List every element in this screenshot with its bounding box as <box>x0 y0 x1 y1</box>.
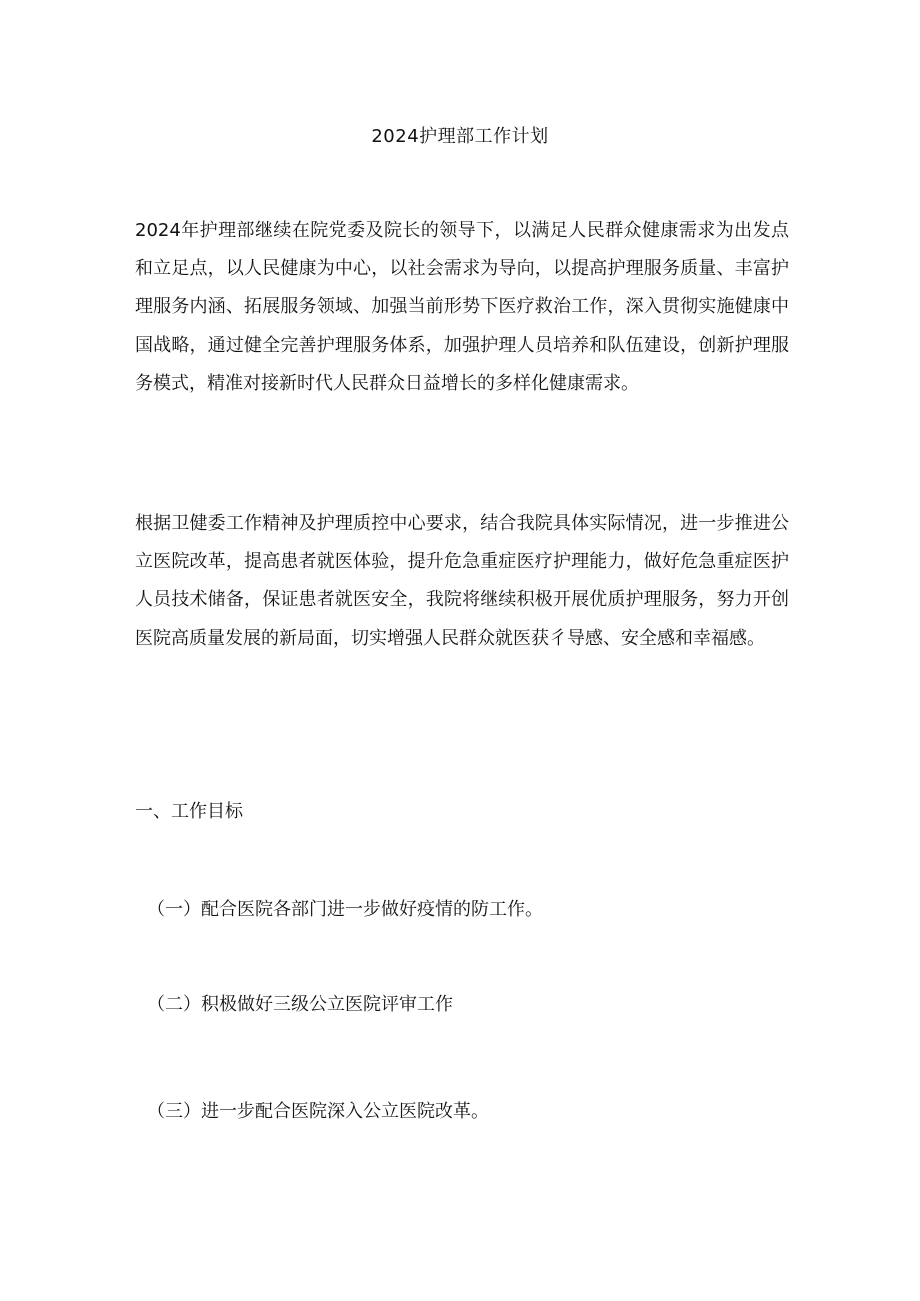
document-title: 2024护理部工作计划 <box>371 126 549 147</box>
goal-item-3: （三）进一步配合医院深入公立医院改革。 <box>147 1101 489 1122</box>
goal-item-2: （二）积极做好三级公立医院评审工作 <box>147 994 453 1015</box>
section-heading-goals: 一、工作目标 <box>135 801 243 822</box>
intro-paragraph: 2024年护理部继续在院党委及院长的领导下，以满足人民群众健康需求为出发点和立足点，以人民健康为中心，以社会需求为导向，以提高护理服务质量、丰富护理服务内涵、拓展服务领域、加强当前形势下医疗救治工作，深入贯彻实施健康中国战略，通过健全完善护理服务体系，加强护理人员培养和队伍建设，创新护理服务模式，精准对接新时代人民群众日益增长的多样化健康需求。 <box>135 220 789 394</box>
goal-item-1: （一）配合医院各部门进一步做好疫情的防工作。 <box>147 899 543 920</box>
basis-paragraph: 根据卫健委工作精神及护理质控中心要求，结合我院具体实际情况，进一步推进公立医院改革，提高患者就医体验，提升危急重症医疗护理能力，做好危急重症医护人员技术储备，保证患者就医安全，我院将继续积极开展优质护理服务，努力开创医院高质量发展的新局面，切实增强人民群众就医获彳导感、安全感和幸福感。 <box>135 513 789 649</box>
